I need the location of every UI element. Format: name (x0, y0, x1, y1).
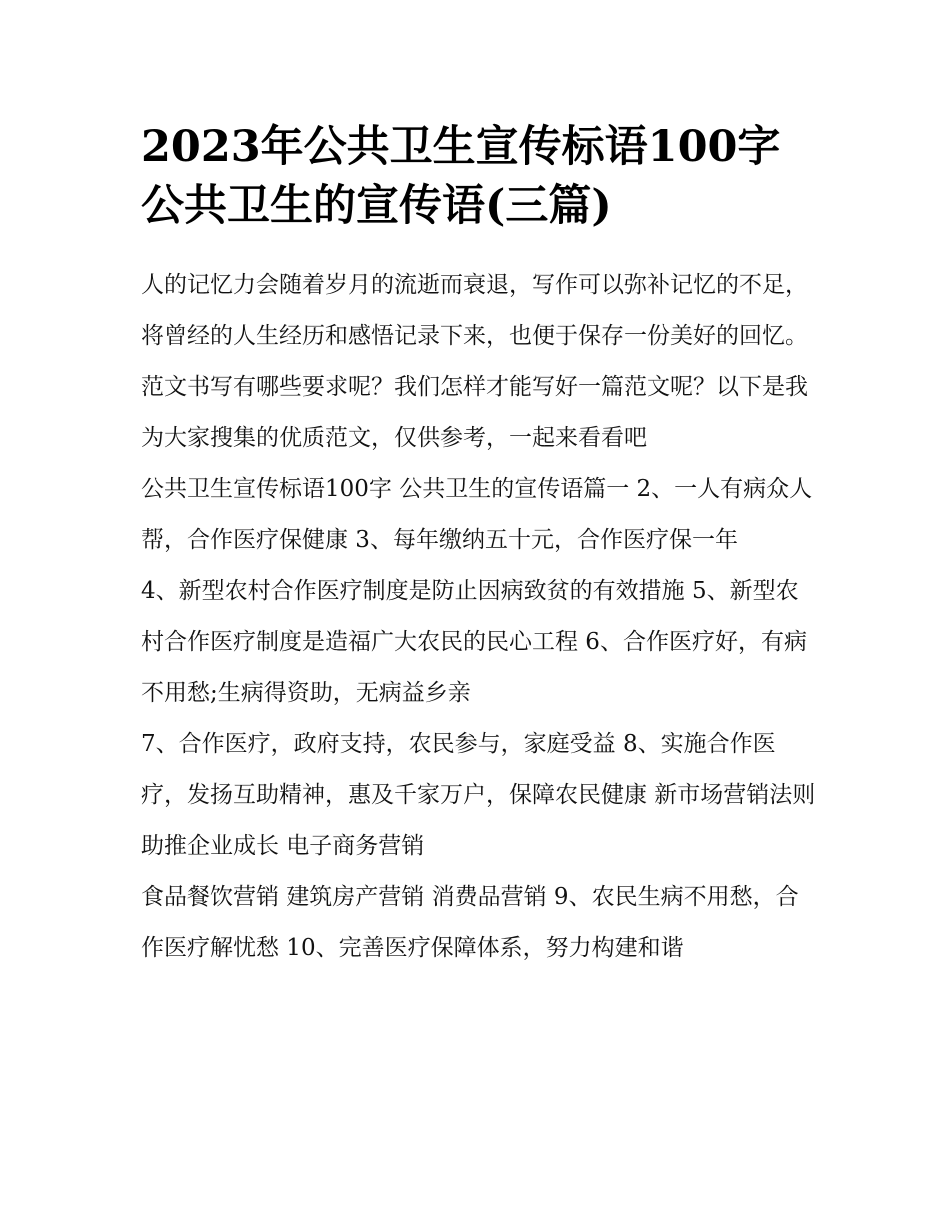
paragraph-slogans-3: 7、合作医疗，政府支持，农民参与，家庭受益 8、实施合作医疗，发扬互助精神，惠及千家万户，保障农民健康 新市场营销法则 助推企业成长 电子商务营销 (141, 731, 816, 859)
document-page (141, 118, 821, 974)
paragraph-slogans-1: 公共卫生宣传标语100字 公共卫生的宣传语篇一 2、一人有病众人帮，合作医疗保健康 3、每年缴纳五十元，合作医疗保一年 (141, 476, 813, 553)
document-title: 2023年公共卫生宣传标语100字 公共卫生的宣传语(三篇) (141, 122, 781, 231)
paragraph-intro: 人的记忆力会随着岁月的流逝而衰退，写作可以弥补记忆的不足，将曾经的人生经历和感悟记录下来，也便于保存一份美好的回忆。范文书写有哪些要求呢？我们怎样才能写好一篇范文呢？以下是我为大家搜集的优质范文，仅供参考，一起来看看吧 (141, 272, 808, 451)
paragraph-slogans-4: 食品餐饮营销 建筑房产营销 消费品营销 9、农民生病不用愁，合作医疗解忧愁 10、完善医疗保障体系，努力构建和谐 (141, 884, 799, 961)
paragraph-slogans-2: 4、新型农村合作医疗制度是防止因病致贫的有效措施 5、新型农村合作医疗制度是造福广大农民的民心工程 6、合作医疗好，有病不用愁;生病得资助，无病益乡亲 (141, 578, 807, 706)
